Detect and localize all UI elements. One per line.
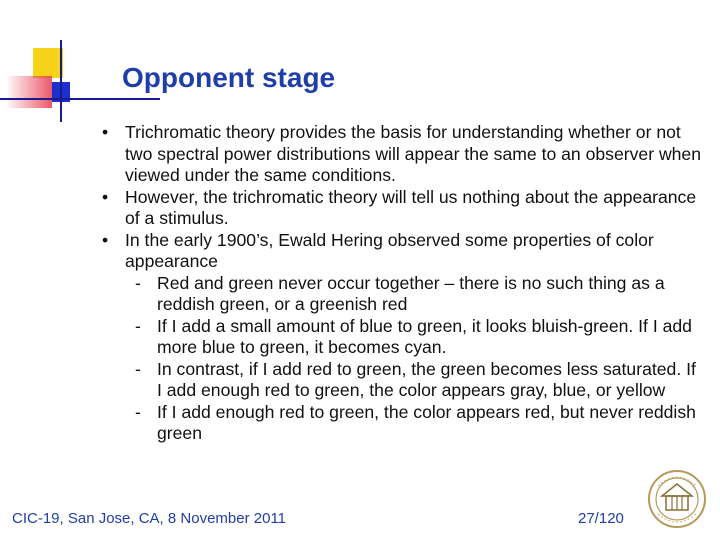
sub-bullet-marker: - bbox=[135, 272, 141, 293]
sub-bullet-text: If I add enough red to green, the color appears red, but never reddish green bbox=[157, 401, 696, 443]
footer-text: CIC-19, San Jose, CA, 8 November 2011 bbox=[12, 510, 287, 527]
page-number: 27/120 bbox=[578, 510, 624, 527]
sub-bullet-item bbox=[95, 273, 705, 316]
sub-bullet-item bbox=[95, 359, 705, 402]
sub-bullet-text: If I add a small amount of blue to green, it looks bluish-green. If I add more blue to green, it becomes cyan. bbox=[157, 315, 692, 357]
bullet-marker: • bbox=[102, 229, 109, 250]
bullet-text: However, the trichromatic theory will tell us nothing about the appearance of a stimulus. bbox=[125, 186, 697, 228]
sub-bullet-text: In contrast, if I add red to green, the green becomes less saturated. If I add enough red to green, the color appears gray, blue, or yellow bbox=[157, 358, 696, 400]
sub-bullet-marker: - bbox=[135, 401, 141, 422]
sub-bullet-item bbox=[95, 402, 705, 445]
university-seal-icon bbox=[646, 466, 708, 536]
sub-bullet-marker: - bbox=[135, 315, 141, 336]
decor-yellow-square bbox=[33, 48, 63, 78]
sub-bullet-item bbox=[95, 316, 705, 359]
decor-vertical-line bbox=[60, 40, 62, 122]
decor-red-square bbox=[8, 76, 52, 108]
bullet-list bbox=[95, 122, 705, 445]
decor-horizontal-line bbox=[0, 98, 160, 100]
bullet-item bbox=[95, 122, 705, 187]
bullet-text: Trichromatic theory provides the basis for understanding whether or not two spectral power distributions will appear the same to an observer when viewed under the same conditions. bbox=[125, 122, 701, 185]
bullet-item bbox=[95, 230, 705, 273]
bullet-marker: • bbox=[102, 122, 109, 142]
bullet-item bbox=[95, 187, 705, 230]
bullet-text: In the early 1900’s, Ewald Hering observed some properties of color appearance bbox=[125, 229, 654, 271]
sub-bullet-text: Red and green never occur together – there is no such thing as a reddish green, or a greenish red bbox=[157, 272, 665, 314]
sub-bullet-marker: - bbox=[135, 358, 141, 379]
slide-title: Opponent stage bbox=[122, 62, 336, 93]
bullet-marker: • bbox=[102, 186, 109, 207]
